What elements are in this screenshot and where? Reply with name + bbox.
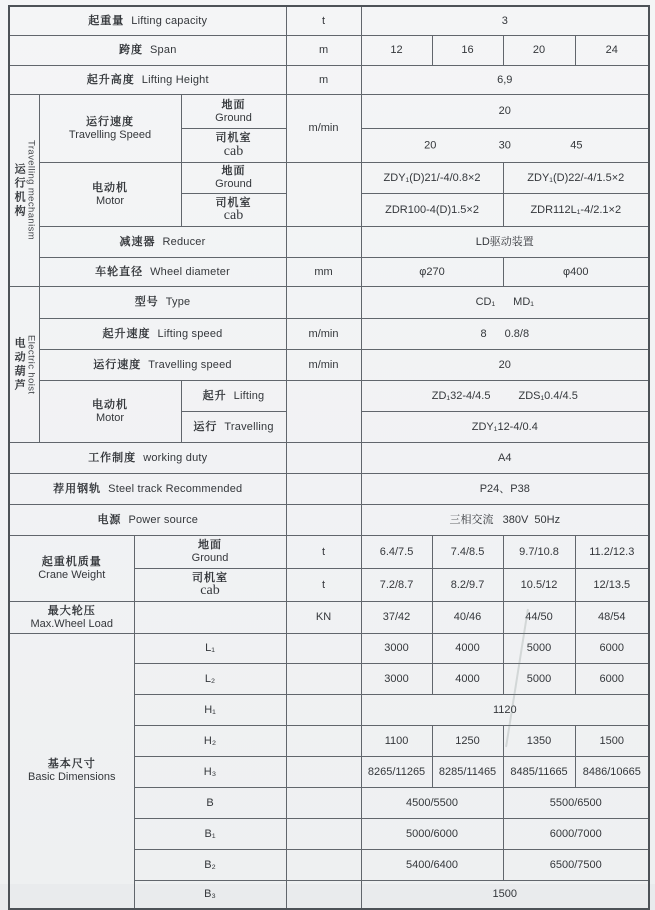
unit-hoist-motor-empty [286,381,361,443]
row-reducer [9,227,649,258]
row-wheel-diameter [9,258,649,287]
label-zh: 减速器 [119,235,156,248]
label-power-source [9,505,286,536]
value-span-20: 20 [503,36,575,66]
value-weight-cab-4: 12/13.5 [575,569,649,602]
label-zh: 运行速度 [86,115,134,128]
value-h3-3: 8485/11665 [503,757,575,788]
label-en: Lifting Height [141,73,209,86]
unit-wheel-diameter: mm [286,258,361,287]
unit-hoist-travelling-speed: m/min [286,350,361,381]
sublabel-b: B [134,788,286,819]
value-h3-4: 8486/10665 [575,757,649,788]
row-max-wheel-load [9,602,649,634]
value-span-16: 16 [432,36,503,66]
value-wheel-load-4: 48/54 [575,602,649,634]
label-zh: 起重量 [88,14,125,27]
label-zh: 起升高度 [86,73,135,86]
label-en: Reducer [162,235,206,248]
label-zh: 最大轮压 [47,604,96,617]
label-en: Crane Weight [38,568,106,581]
value-b2-b: 6500/7500 [503,850,649,881]
unit-reducer-empty [286,227,361,258]
value-h2-2: 1250 [432,726,503,757]
unit-lifting-capacity: t [286,6,361,36]
label-max-wheel-load [9,602,134,634]
value-type-md: MD₁ [513,296,534,309]
spec-table [8,5,650,910]
label-zh: 运行速度 [93,358,142,371]
value-b1-a: 5000/6000 [361,819,503,850]
sublabel-lifting [181,381,286,412]
value-l1-3: 5000 [503,634,575,664]
value-l2-2: 4000 [432,664,503,695]
vertical-header [12,95,37,286]
row-steel-track [9,474,649,505]
unit-working-duty-empty [286,443,361,474]
unit-max-wheel-load: KN [286,602,361,634]
sublabel-cab [134,569,286,602]
row-dim-l1 [9,634,649,664]
label-en: Wheel diameter [150,265,230,278]
sublabel-b1: B₁ [134,819,286,850]
label-working-duty [9,443,286,474]
label-en: Motor [95,194,125,207]
row-lifting-capacity [9,6,649,36]
sublabel-ground [134,536,286,569]
label-zh: 车轮直径 [95,265,144,278]
label-zh: 起重机质量 [41,555,102,568]
label-en: Max.Wheel Load [30,617,114,630]
label-zh: 工作制度 [88,451,137,464]
sublabel-ground [181,163,286,194]
sublabel-zh: 司机室 [215,132,252,145]
label-zh: 电源 [97,513,122,526]
label-en: Travelling Speed [68,128,152,141]
value-travelling-speed-cab [361,129,649,163]
value-type-cd: CD₁ [475,296,496,309]
value-weight-cab-2: 8.2/9.7 [432,569,503,602]
unit-h2-empty [286,726,361,757]
value-motor-cab-a: ZDR100-4(D)1.5×2 [361,194,503,227]
row-travelling-speed-ground [9,95,649,129]
sublabel-en: Ground [215,111,252,124]
unit-power-source-empty [286,505,361,536]
value-pair [364,296,647,309]
sublabel-zh: 起升 [202,389,227,402]
sublabel-l1: L₁ [134,634,286,664]
label-reducer [39,227,286,258]
label-basic-dimensions [9,634,134,910]
sublabel-zh: 司机室 [215,196,252,209]
value-span-12: 12 [361,36,432,66]
label-en: Steel track Recommended [108,482,243,495]
sublabel-ground [181,95,286,129]
sublabel-en: cab [223,143,244,159]
value-pair [364,390,647,403]
value-b1-b: 6000/7000 [503,819,649,850]
row-hoist-motor-lifting [9,381,649,412]
value-lifting-speed [361,319,649,350]
value-l1-4: 6000 [575,634,649,664]
label-en: working duty [143,451,208,464]
unit-crane-weight-cab: t [286,569,361,602]
sublabel-cab [181,194,286,227]
sublabel-b3: B₃ [134,881,286,910]
label-steel-track [9,474,286,505]
value-wheel-load-2: 40/46 [432,602,503,634]
value-span-24: 24 [575,36,649,66]
unit-lifting-speed: m/min [286,319,361,350]
sublabel-en: Ground [191,552,229,564]
value-lifting-height: 6,9 [361,66,649,95]
unit-b3-empty [286,881,361,910]
unit-crane-weight-ground: t [286,536,361,569]
unit-h3-empty [286,757,361,788]
row-crane-weight-ground [9,536,649,569]
row-hoist-type [9,287,649,319]
label-en: Lifting speed [157,327,223,340]
sublabel-zh: 司机室 [192,571,229,584]
value-l1-2: 4000 [432,634,503,664]
label-crane-weight [9,536,134,602]
row-working-duty [9,443,649,474]
value-lift-speed-b: 0.8/8 [504,327,530,340]
label-en: Motor [95,411,125,424]
section-zh: 运行机构 [13,162,26,219]
sublabel-h3: H₃ [134,757,286,788]
row-lifting-speed [9,319,649,350]
value-weight-cab-3: 10.5/12 [503,569,575,602]
label-lifting-capacity [9,6,286,36]
value-b3: 1500 [361,881,649,910]
sublabel-h1: H₁ [134,695,286,726]
label-zh: 起升速度 [102,327,151,340]
value-weight-ground-4: 11.2/12.3 [575,536,649,569]
value-hoist-travelling-speed: 20 [361,350,649,381]
sublabel-en: Travelling [224,420,274,433]
row-power-source [9,505,649,536]
unit-travelling-motor-empty [286,163,361,227]
value-cab-speed-3: 45 [570,139,583,152]
value-l2-1: 3000 [361,664,432,695]
value-h3-2: 8285/11465 [432,757,503,788]
value-weight-ground-3: 9.7/10.8 [503,536,575,569]
label-lifting-height [9,66,286,95]
sublabel-en: cab [223,208,244,224]
section-zh: 电动葫芦 [13,336,26,393]
unit-hoist-type-empty [286,287,361,319]
sublabel-en: Lifting [233,389,265,402]
unit-b-empty [286,788,361,819]
unit-span: m [286,36,361,66]
label-travelling-speed [39,95,181,163]
value-lift-speed-a: 8 [480,327,487,340]
value-cab-speed-1: 20 [424,139,437,152]
label-en: Lifting capacity [131,14,208,27]
unit-b1-empty [286,819,361,850]
value-steel-track: P24、P38 [361,474,649,505]
value-weight-cab-1: 7.2/8.7 [361,569,432,602]
label-en: Power source [128,513,199,526]
value-h2-1: 1100 [361,726,432,757]
value-lifting-capacity: 3 [361,6,649,36]
value-h1: 1120 [361,695,649,726]
label-zh: 电动机 [92,398,128,411]
label-hoist-travelling-speed [39,350,286,381]
value-b-b: 5500/6500 [503,788,649,819]
value-l1-1: 3000 [361,634,432,664]
label-hoist-type [39,287,286,319]
unit-h1-empty [286,695,361,726]
sublabel-cab [181,129,286,163]
value-hoist-motor-travelling: ZDY₁12-4/0.4 [361,412,649,443]
unit-l2-empty [286,664,361,695]
value-l2-3: 5000 [503,664,575,695]
label-wheel-diameter [39,258,286,287]
label-en: Type [165,296,191,309]
label-lifting-speed [39,319,286,350]
unit-steel-track-empty [286,474,361,505]
value-hoist-type [361,287,649,319]
unit-lifting-height: m [286,66,361,95]
value-motor-ground-a: ZDY₁(D)21/-4/0.8×2 [361,163,503,194]
sublabel-max-wheel-load-empty [134,602,286,634]
value-wheel-load-3: 44/50 [503,602,575,634]
sublabel-b2: B₂ [134,850,286,881]
value-wheel-load-1: 37/42 [361,602,432,634]
label-hoist-motor [39,381,181,443]
value-l2-4: 6000 [575,664,649,695]
label-zh: 荐用钢轨 [53,482,102,495]
value-h3-1: 8265/11265 [361,757,432,788]
vertical-header [12,287,37,442]
value-b2-a: 5400/6400 [361,850,503,881]
row-span [9,36,649,66]
section-en: Travelling mechanism [25,140,37,241]
label-zh: 基本尺寸 [47,758,96,771]
value-b-a: 4500/5500 [361,788,503,819]
value-travelling-speed-ground: 20 [361,95,649,129]
value-reducer: LD驱动装置 [361,227,649,258]
label-en: Basic Dimensions [28,771,116,783]
label-travelling-motor [39,163,181,227]
value-motor-ground-b: ZDY₁(D)22/-4/1.5×2 [503,163,649,194]
section-en: Electric hoist [25,334,37,395]
row-travelling-motor-ground [9,163,649,194]
sublabel-zh: 地面 [221,98,246,111]
value-hoist-motor-lifting [361,381,649,412]
label-en: Span [150,44,177,57]
value-power-source: 三相交流 380V 50Hz [361,505,649,536]
row-lifting-height [9,66,649,95]
value-wheel-diameter-a: φ270 [361,258,503,287]
value-cab-speed-2: 30 [498,139,511,152]
value-pair [364,328,647,341]
label-en: Travelling speed [148,358,232,371]
sublabel-zh: 地面 [198,539,223,552]
label-zh: 电动机 [92,181,128,194]
section-electric-hoist [9,287,39,443]
unit-travelling-speed: m/min [286,95,361,163]
sublabel-h2: H₂ [134,726,286,757]
value-h2-4: 1500 [575,726,649,757]
label-zh: 跨度 [119,44,144,57]
value-h2-3: 1350 [503,726,575,757]
sublabel-travelling [181,412,286,443]
unit-b2-empty [286,850,361,881]
unit-l1-empty [286,634,361,664]
value-hoist-lift-b: ZDS₁0.4/4.5 [518,389,578,402]
value-hoist-lift-a: ZD₁32-4/4.5 [431,389,491,402]
sublabel-en: Ground [215,178,252,190]
sublabel-zh: 地面 [221,165,246,178]
row-hoist-travelling-speed [9,350,649,381]
value-working-duty: A4 [361,443,649,474]
value-weight-ground-1: 6.4/7.5 [361,536,432,569]
section-travelling-mechanism [9,95,39,287]
label-span [9,36,286,66]
value-weight-ground-2: 7.4/8.5 [432,536,503,569]
label-zh: 型号 [134,296,159,309]
value-wheel-diameter-b: φ400 [503,258,649,287]
value-motor-cab-b: ZDR112L₁-4/2.1×2 [503,194,649,227]
sublabel-zh: 运行 [193,420,218,433]
sublabel-en: cab [200,583,220,599]
sublabel-l2: L₂ [134,664,286,695]
